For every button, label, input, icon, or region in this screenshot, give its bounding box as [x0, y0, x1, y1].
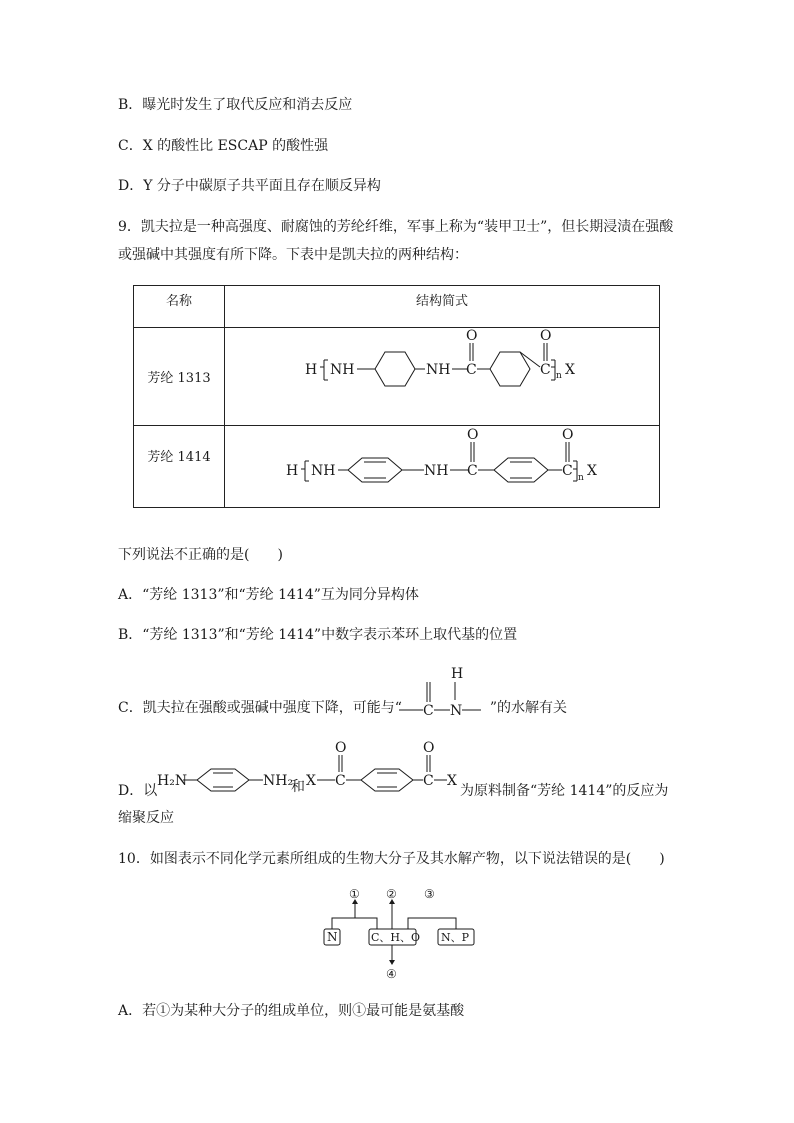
label-3: ③: [424, 888, 435, 901]
box-cho-label: C、H、O: [371, 931, 421, 944]
amide-c: C: [423, 703, 434, 719]
bracket-left: [301, 461, 309, 481]
amide-h: H: [451, 666, 464, 682]
struct-o-2: O: [562, 427, 574, 443]
label-1: ①: [349, 888, 360, 901]
aramid-1313-structure: [300, 325, 600, 400]
struct-o-2: O: [540, 328, 552, 344]
q10-stem: 10．如图表示不同化学元素所组成的生物大分子及其水解产物，以下说法错误的是( ): [118, 851, 665, 867]
bracket-left: [320, 360, 328, 380]
q8-option-b: B．曝光时发生了取代反应和消去反应: [118, 97, 353, 113]
struct-o-1: O: [466, 328, 478, 344]
mono-nh2: NH₂: [263, 773, 294, 789]
benzene-ring-2: [490, 352, 530, 386]
table-header-structure: 结构简式: [225, 286, 660, 328]
struct-o-1: O: [467, 427, 479, 443]
benzene-ring-1: [375, 352, 415, 386]
box-np-label: N、P: [441, 931, 470, 944]
mono-and: 和: [291, 779, 305, 795]
q9-option-a: A．“芳纶 1313”和“芳纶 1414”互为同分异构体: [118, 587, 419, 603]
struct-n: n: [578, 473, 584, 483]
bracket-right: [573, 461, 577, 481]
mono-o-1: O: [335, 740, 347, 756]
monomers-structures: [155, 738, 460, 800]
q8-option-d: D．Y 分子中碳原子共平面且存在顺反异构: [118, 178, 381, 194]
mono-c-1: C: [335, 773, 346, 789]
q9-option-c: [118, 698, 567, 718]
struct-c-2: C: [540, 362, 551, 378]
struct-h: H: [286, 463, 299, 479]
box-n-label: N: [327, 930, 338, 944]
q9-option-b: B．“芳纶 1313”和“芳纶 1414”中数字表示苯环上取代基的位置: [118, 627, 518, 643]
table-row-name-1313: 芳纶 1313: [134, 328, 225, 426]
struct-x: X: [587, 463, 597, 479]
q9-option-d-pre: D．以: [118, 783, 158, 799]
q9-option-d-line2: 缩聚反应: [118, 810, 174, 826]
struct-c-1: C: [467, 463, 478, 479]
amide-bond-fragment: [397, 664, 485, 720]
label-2: ②: [386, 888, 397, 901]
q9-option-c-post: ”的水解有关: [489, 700, 568, 716]
mono-c-2: C: [423, 773, 434, 789]
struct-nh-1: NH: [330, 362, 355, 378]
struct-nh-1: NH: [311, 463, 336, 479]
amide-n: N: [450, 703, 463, 719]
table-header-name: 名称: [134, 286, 225, 328]
struct-x: X: [565, 362, 575, 378]
q9-option-c-pre: C．凯夫拉在强酸或强碱中强度下降，可能与“: [118, 700, 402, 716]
struct-n: n: [556, 371, 562, 381]
q8-option-c: C．X 的酸性比 ESCAP 的酸性强: [118, 138, 329, 154]
q9-option-d-post: 为原料制备“芳纶 1414”的反应为: [460, 783, 669, 799]
table-row-name-1414: 芳纶 1414: [134, 426, 225, 508]
struct-nh-2: NH: [424, 463, 449, 479]
element-hydrolysis-diagram: [320, 888, 480, 980]
struct-nh-2: NH: [426, 362, 451, 378]
q9-question: 下列说法不正确的是( ): [118, 547, 283, 563]
label-4: ④: [386, 967, 397, 980]
q10-option-a: A．若①为某种大分子的组成单位，则①最可能是氨基酸: [118, 1003, 465, 1019]
bracket-right: [551, 360, 555, 380]
mono-h2n: H₂N: [157, 773, 188, 789]
struct-h: H: [305, 362, 318, 378]
struct-c-1: C: [466, 362, 477, 378]
bond: [520, 352, 540, 367]
mono-o-2: O: [423, 740, 435, 756]
aramid-1414-structure: [282, 424, 612, 494]
q9-stem-line1: 9．凯夫拉是一种高强度、耐腐蚀的芳纶纤维，军事上称为“装甲卫士”，但长期浸渍在强酸: [118, 219, 674, 235]
struct-c-2: C: [562, 463, 573, 479]
benzene-ring-diacid: [361, 769, 413, 791]
mono-x-2: X: [447, 773, 457, 789]
q9-stem-line2: 或强碱中其强度有所下降。下表中是凯夫拉的两种结构：: [118, 247, 468, 263]
mono-x-1: X: [306, 773, 316, 789]
benzene-ring-diamine: [197, 769, 249, 791]
